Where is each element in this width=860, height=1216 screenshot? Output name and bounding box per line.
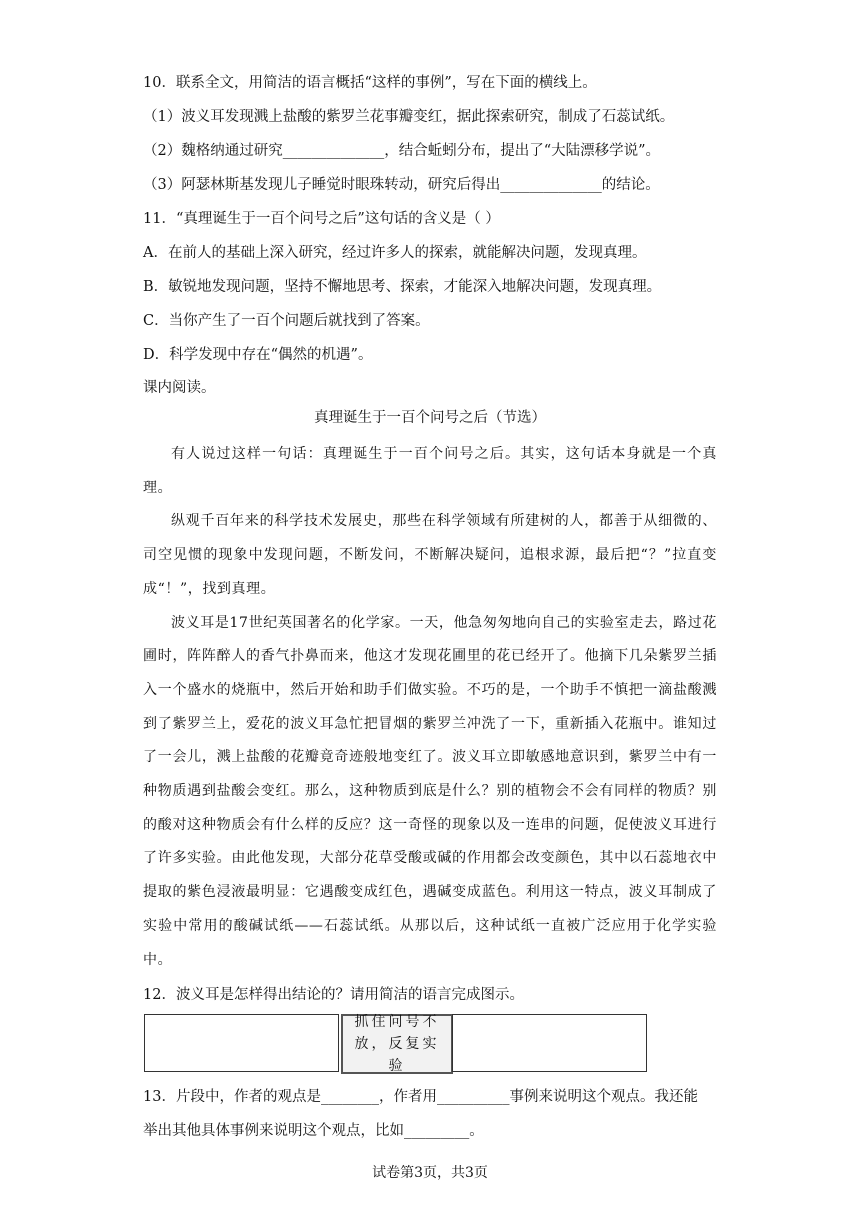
flow-box-left-blank[interactable] (144, 1014, 339, 1072)
flow-box-middle-text: 抓住问号不放，反复实验 (354, 1014, 440, 1074)
q11-stem: 11．“真理诞生于一百个问号之后”这句话的含义是（ ） (143, 211, 500, 227)
q10-item-3: （3）阿瑟林斯基发现儿子睡觉时眼珠转动，研究后得出______________的结论。 (143, 177, 660, 193)
flow-box-right-blank[interactable] (452, 1014, 647, 1072)
passage-paragraph-3: 波义耳是17世纪英国著名的化学家。一天，他急匆匆地向自己的实验室走去，路过花圃时，阵阵醉人的香气扑鼻而来，他这才发现花圃里的花已经开了。他摘下几朵紫罗兰插入一个盛水的烧瓶中，然后开始和助手们做实验。不巧的是，一个助手不慎把一滴盐酸溅到了紫罗兰上，爱花的波义耳急忙把冒烟的紫罗兰冲洗了一下，重新插入花瓶中。谁知过了一会儿，溅上盐酸的花瓣竟奇迹般地变红了。波义耳立即敏感地意识到，紫罗兰中有一种物质遇到盐酸会变红。那么，这种物质到底是什么？别的植物会不会有同样的物质？别的酸对这种物质会有什么样的反应？这一奇怪的现象以及一连串的问题，促使波义耳进行了许多实验。由此他发现，大部分花草受酸或碱的作用都会改变颜色，其中以石蕊地衣中提取的紫色浸液最明显：它遇酸变成红色，遇碱变成蓝色。利用这一特点，波义耳制成了实验中常用的酸碱试纸——石蕊试纸。从那以后，这种试纸一直被广泛应用于化学实验中。 (143, 614, 717, 968)
section-label: 课内阅读。 (143, 380, 216, 396)
passage-body (143, 438, 717, 977)
q11-option-b: B．敏锐地发现问题，坚持不懈地思考、探索，才能深入地解决问题，发现真理。 (143, 279, 662, 295)
q13-line-1: 13．片段中，作者的观点是________，作者用__________事例来说明这个观点。我还能 (143, 1089, 698, 1105)
flow-box-middle (341, 1014, 453, 1074)
q11-option-d: D．科学发现中存在“偶然的机遇”。 (143, 347, 373, 363)
q11-option-c: C．当你产生了一百个问题后就找到了答案。 (143, 313, 430, 329)
passage-paragraph-2: 纵观千百年来的科学技术发展史，那些在科学领域有所建树的人，都善于从细微的、司空见惯的现象中发现问题，不断发问，不断解决疑问，追根求源，最后把“？”拉直变成“！”，找到真理。 (143, 513, 717, 597)
q10-item-1: （1）波义耳发现溅上盐酸的紫罗兰花事瓣变红，据此探索研究，制成了石蕊试纸。 (143, 109, 675, 125)
q11-option-a: A．在前人的基础上深入研究，经过许多人的探索，就能解决问题，发现真理。 (143, 245, 647, 261)
page-footer: 试卷第3页，共3页 (372, 1165, 488, 1181)
q12-stem: 12．波义耳是怎样得出结论的？请用简洁的语言完成图示。 (143, 987, 524, 1003)
q10-stem: 10．联系全文，用简洁的语言概括“这样的事例”，写在下面的横线上。 (143, 75, 597, 91)
q10-item-2: （2）魏格纳通过研究______________，结合蚯蚓分布，提出了“大陆漂移学说”。 (143, 143, 661, 159)
q12-flow-diagram (144, 1014, 648, 1072)
q13-line-2: 举出其他具体事例来说明这个观点，比如_________。 (143, 1123, 484, 1139)
passage-title: 真理诞生于一百个问号之后（节选） (314, 410, 546, 426)
passage-paragraph-1: 有人说过这样一句话：真理诞生于一百个问号之后。其实，这句话本身就是一个真理。 (143, 446, 717, 496)
